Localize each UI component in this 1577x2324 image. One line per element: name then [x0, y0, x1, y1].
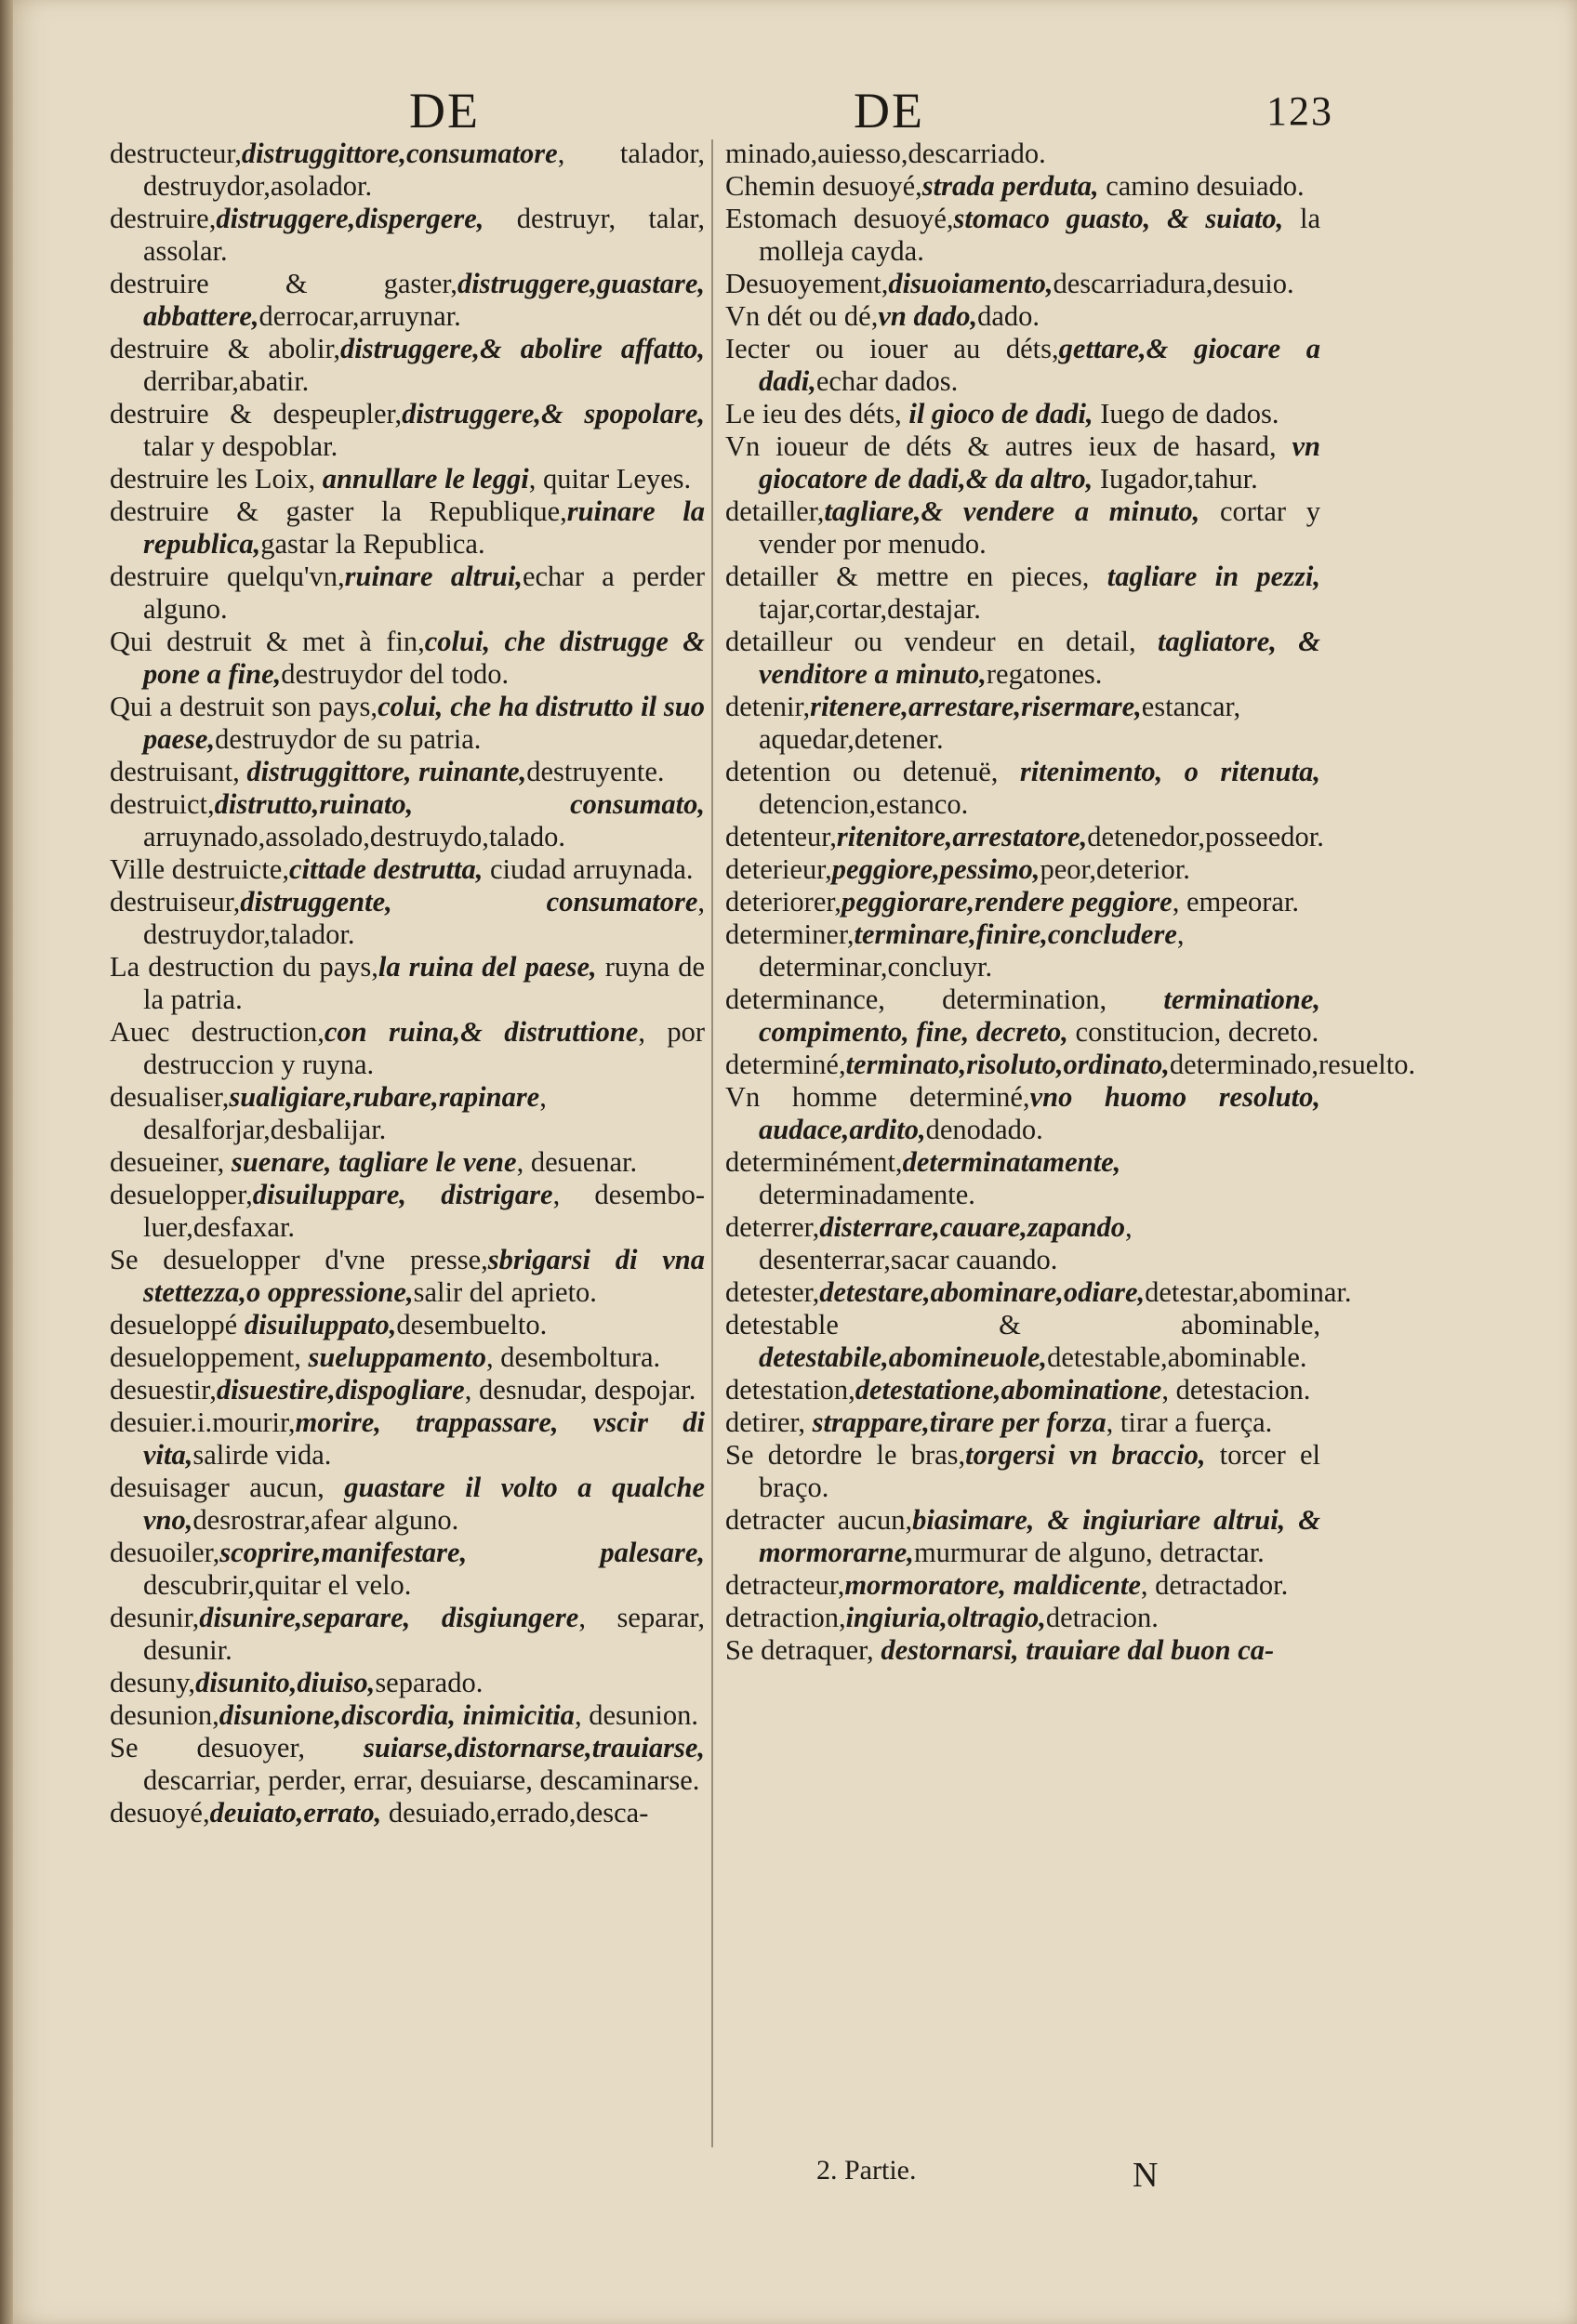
dictionary-entry [725, 1439, 1320, 1504]
italian-gloss: terminare,finire,concludere [854, 918, 1177, 950]
headword: detracter aucun, [725, 1504, 913, 1536]
spanish-gloss: , detractador. [1140, 1569, 1289, 1601]
headword: desuelopper, [110, 1179, 253, 1210]
italian-gloss: morire, trappassare, vscir di vita, [143, 1406, 705, 1471]
headword: desuisager aucun, [110, 1472, 345, 1503]
spanish-gloss: tajar,cortar,destajar. [759, 593, 981, 625]
spanish-gloss: regatones. [986, 658, 1103, 690]
dictionary-entry [725, 1276, 1352, 1309]
headword: destruire & despeupler, [110, 398, 403, 429]
headword: destruict, [110, 788, 215, 820]
dictionary-entry [725, 918, 1320, 984]
headword: desunion, [110, 1699, 219, 1731]
spanish-gloss: , destruydor,talador. [143, 886, 705, 950]
italian-gloss: ritenimento, o ritenuta, [1019, 756, 1320, 787]
spanish-gloss: determinado,resuelto. [1169, 1049, 1416, 1080]
italian-gloss: tagliatore, & venditore a minuto, [759, 626, 1321, 690]
spanish-gloss: salir del aprieto. [413, 1276, 597, 1308]
dictionary-entry [725, 1309, 1320, 1374]
headword: Se detraquer, [725, 1634, 881, 1666]
italian-gloss: detestare,abominare,odiare, [819, 1276, 1146, 1308]
spanish-gloss: desrostrar,afear alguno. [192, 1504, 459, 1536]
page-number: 123 [1266, 88, 1333, 134]
headword: detailler, [725, 495, 825, 527]
spanish-gloss: , detestacion. [1161, 1374, 1311, 1406]
headword: Estomach desuoyé, [725, 203, 954, 234]
headword: desunir, [110, 1602, 200, 1633]
spanish-gloss: , empeorar. [1172, 886, 1300, 918]
italian-gloss: destornarsi, trauiare dal buon ca- [881, 1634, 1275, 1666]
italian-gloss: distruggente, consumatore [240, 886, 698, 918]
dictionary-entry [725, 886, 1320, 918]
headword: Vn dét ou dé, [725, 300, 879, 332]
headword: detention ou detenuë, [725, 756, 1020, 787]
headword: Vn ioueur de déts & autres ieux de hasard, [725, 430, 1292, 462]
spanish-gloss: desembuelto. [396, 1309, 548, 1340]
spanish-gloss: detracion. [1045, 1602, 1159, 1633]
spanish-gloss: peor,deterior. [1040, 853, 1190, 885]
spanish-gloss: , por destruccion y ruyna. [143, 1016, 705, 1080]
italian-gloss: vn dado, [878, 300, 978, 332]
headword: desuoyé, [110, 1797, 210, 1829]
dictionary-entry [110, 853, 705, 886]
spanish-gloss: , determinar,concluyr. [759, 918, 1185, 983]
dictionary-entry [110, 1341, 705, 1374]
spanish-gloss: gastar la Republica. [260, 528, 485, 560]
italian-gloss: distrutto,ruinato, consumato, [214, 788, 705, 820]
spanish-gloss: talar y despoblar. [143, 430, 338, 462]
dictionary-entry [110, 1146, 705, 1179]
spanish-gloss: , desunion. [574, 1699, 698, 1731]
dictionary-entry [110, 138, 705, 203]
italian-gloss: disunito,diuiso, [195, 1667, 376, 1698]
spanish-gloss: destruyr, talar, assolar. [143, 203, 705, 267]
headword: deteriorer, [725, 886, 842, 918]
headword: destruire quelqu'vn, [110, 561, 345, 592]
italian-gloss: ritenitore,arrestatore, [836, 821, 1088, 852]
headword: desuoiler, [110, 1537, 220, 1568]
italian-gloss: distruggere,guastare, abbattere, [143, 268, 705, 332]
headword: detracteur, [725, 1569, 845, 1601]
dictionary-entry [725, 170, 1320, 203]
spanish-gloss: minado,auiesso,descarriado. [725, 138, 1046, 169]
headword: desualiser, [110, 1081, 230, 1113]
headword: detailleur ou vendeur en detail, [725, 626, 1158, 657]
dictionary-entry [110, 1472, 705, 1537]
headword: Iecter ou iouer au déts, [725, 333, 1059, 364]
italian-gloss: strada perduta, [921, 170, 1099, 202]
italian-gloss: distruggittore, ruinante, [246, 756, 527, 787]
dictionary-entry [110, 1406, 705, 1472]
dictionary-entry [725, 626, 1320, 691]
italian-gloss: suenare, tagliare le vene [231, 1146, 517, 1178]
italian-gloss: sueluppamento [308, 1341, 486, 1373]
headword: detestation, [725, 1374, 855, 1406]
spanish-gloss: , desnudar, despojar. [464, 1374, 696, 1406]
dictionary-entry [110, 788, 705, 853]
italian-gloss: disterrare,cauare,zapando [819, 1211, 1125, 1243]
headword: destruire & gaster, [110, 268, 457, 299]
italian-gloss: distruggere,& spopolare, [402, 398, 705, 429]
dictionary-entry [110, 1179, 705, 1244]
headword: desuny, [110, 1667, 196, 1698]
italian-gloss: disuiluppato, [244, 1309, 397, 1340]
dictionary-entry [725, 203, 1320, 268]
italian-gloss: ruinare altrui, [344, 561, 523, 592]
headword: detenteur, [725, 821, 837, 852]
spanish-gloss: detencion,estanco. [759, 788, 969, 820]
spanish-gloss: desuiado,errado,desca- [381, 1797, 649, 1829]
italian-gloss: terminatione, compimento, fine, decreto, [759, 984, 1320, 1048]
dictionary-entry [110, 398, 705, 463]
spanish-gloss: ruyna de la patria. [143, 951, 706, 1015]
dictionary-entry [725, 1374, 1320, 1406]
headword: destruiseur, [110, 886, 241, 918]
headword: desueiner, [110, 1146, 232, 1178]
dictionary-entry [725, 1634, 1320, 1667]
italian-gloss: distruggere,dispergere, [216, 203, 484, 234]
signature-mark: N [1133, 2156, 1159, 2195]
italian-gloss: disuiluppare, distrigare [252, 1179, 553, 1210]
dictionary-entry [110, 756, 705, 788]
dictionary-entry [725, 430, 1320, 495]
headword: detestable & abominable, [725, 1309, 1320, 1340]
dictionary-entry [110, 626, 705, 691]
spanish-gloss: detenedor,posseedor. [1087, 821, 1324, 852]
spanish-gloss: Iugador,tahur. [1093, 463, 1258, 495]
spanish-gloss: detestable,abominable. [1047, 1341, 1307, 1373]
spanish-gloss: destruydor del todo. [281, 658, 510, 690]
headword: desuestir, [110, 1374, 217, 1406]
headword: destruisant, [110, 756, 247, 787]
italian-gloss: strappare,tirare per forza [812, 1406, 1107, 1438]
spanish-gloss: denodado. [925, 1114, 1043, 1145]
dictionary-entry [725, 1504, 1320, 1569]
dictionary-entry [110, 1309, 705, 1341]
italian-gloss: ingiuria,oltragio, [845, 1602, 1046, 1633]
dictionary-entry [725, 1146, 1320, 1211]
dictionary-entry [110, 691, 705, 756]
spanish-gloss: camino desuiado. [1098, 170, 1305, 202]
italian-gloss: mormoratore, maldicente [844, 1569, 1141, 1601]
italian-gloss: sbrigarsi di vna stettezza,o oppressione, [143, 1244, 705, 1308]
spanish-gloss: , separar, desunir. [143, 1602, 705, 1666]
italian-gloss: peggiore,pessimo, [831, 853, 1040, 885]
spanish-gloss: echar a perder alguno. [143, 561, 705, 625]
italian-gloss: suiarse,distornarse,trauiarse, [364, 1732, 705, 1763]
dictionary-entry [110, 463, 705, 495]
spanish-gloss: echar dados. [815, 365, 959, 397]
spanish-gloss: , desalforjar,desbalijar. [143, 1081, 547, 1145]
dictionary-entry [110, 203, 705, 268]
spanish-gloss: murmurar de alguno, detractar. [913, 1537, 1265, 1568]
dictionary-entry [725, 268, 1320, 300]
dictionary-entry [110, 1374, 705, 1406]
italian-gloss: il gioco de dadi, [908, 398, 1093, 429]
dictionary-entry [110, 1797, 705, 1829]
spanish-gloss: salirde vida. [192, 1439, 332, 1471]
headword: determinément, [725, 1146, 903, 1178]
italian-gloss: vno huomo resoluto, audace,ardito, [759, 1081, 1320, 1145]
italian-gloss: disuoiamento, [888, 268, 1054, 299]
italian-gloss: peggiorare,rendere peggiore [841, 886, 1173, 918]
dictionary-entry [725, 495, 1320, 561]
italian-gloss: colui, che distrugge & pone a fine, [143, 626, 705, 690]
headword: La destruction du pays, [110, 951, 378, 983]
headword: determiné, [725, 1049, 846, 1080]
dictionary-entry [110, 333, 705, 398]
italian-gloss: scoprire,manifestare, palesare, [219, 1537, 705, 1568]
dictionary-entry [725, 398, 1320, 430]
spanish-gloss: torcer el braço. [759, 1439, 1320, 1503]
dictionary-entry [725, 984, 1320, 1049]
italian-gloss: tagliare,& vendere a minuto, [824, 495, 1200, 527]
headword: destruire & abolir, [110, 333, 341, 364]
headword: Desuoyement, [725, 268, 889, 299]
italian-gloss: determinatamente, [902, 1146, 1121, 1178]
headword: Chemin desuoyé, [725, 170, 922, 202]
dictionary-entry [110, 1699, 705, 1732]
spanish-gloss: descubrir,quitar el velo. [143, 1569, 412, 1601]
headword: destruire & gaster la Republique, [110, 495, 567, 527]
dictionary-entry [110, 1667, 705, 1699]
spanish-gloss: , desemboltura. [485, 1341, 661, 1373]
headword: destruire, [110, 203, 217, 234]
headword: Vn homme determiné, [725, 1081, 1030, 1113]
spanish-gloss: determinadamente. [759, 1179, 975, 1210]
italian-gloss: con ruina,& distruttione [324, 1016, 639, 1048]
italian-gloss: vn giocatore de dadi,& da altro, [759, 430, 1320, 495]
spanish-gloss: , talador, destruydor,asolador. [143, 138, 705, 202]
dictionary-entry [110, 1602, 705, 1667]
spanish-gloss: arruynado,assolado,destruydo,talado. [143, 821, 565, 852]
dictionary-entry [110, 495, 705, 561]
italian-gloss: biasimare, & ingiuriare altrui, & mormorarne, [759, 1504, 1320, 1568]
italian-gloss: cittade destrutta, [288, 853, 484, 885]
spanish-gloss: descarriar, perder, errar, desuiarse, descaminarse. [143, 1764, 700, 1796]
dictionary-entry [110, 1732, 705, 1797]
italian-gloss: guastare il volto a qualche vno, [143, 1472, 705, 1536]
headword: desueloppement, [110, 1341, 309, 1373]
left-column [110, 138, 705, 1829]
headword: Se desuelopper d'vne presse, [110, 1244, 488, 1275]
dictionary-entry [725, 1211, 1320, 1276]
spanish-gloss: destruyente. [526, 756, 665, 787]
dictionary-entry [110, 951, 705, 1016]
dictionary-entry [725, 821, 1324, 853]
spanish-gloss: ciudad arruynada. [483, 853, 694, 885]
italian-gloss: ritenere,arrestare,risermare, [810, 691, 1142, 722]
spanish-gloss: cortar y vender por menudo. [759, 495, 1320, 560]
right-column [725, 138, 1416, 1667]
dictionary-entry [725, 1602, 1320, 1634]
dictionary-entry [725, 1569, 1320, 1602]
spanish-gloss: destruydor de su patria. [215, 723, 482, 755]
italian-gloss: stomaco guasto, & suiato, [953, 203, 1284, 234]
dictionary-entry [110, 268, 705, 333]
dictionary-entry [725, 1081, 1320, 1146]
dictionary-entry [110, 1081, 705, 1146]
italian-gloss: sualigiare,rubare,rapinare [229, 1081, 540, 1113]
dictionary-entry [725, 756, 1320, 821]
italian-gloss: detestabile,abomineuole, [759, 1341, 1048, 1373]
headword: Se detordre le bras, [725, 1439, 966, 1471]
dictionary-entry [725, 853, 1320, 886]
headword: Le ieu des déts, [725, 398, 909, 429]
headword: detenir, [725, 691, 811, 722]
italian-gloss: gettare,& giocare a dadi, [759, 333, 1320, 397]
dictionary-entry [725, 1406, 1320, 1439]
italian-gloss: annullare le leggi [322, 463, 529, 495]
dictionary-entry [725, 691, 1320, 756]
headword: desuier.i.mourir, [110, 1406, 296, 1438]
headword: detirer, [725, 1406, 813, 1438]
dictionary-entry [725, 561, 1320, 626]
dictionary-entry [110, 1537, 705, 1602]
headword: destruire les Loix, [110, 463, 323, 495]
dictionary-entry [725, 1049, 1416, 1081]
italian-gloss: ruinare la republica, [143, 495, 705, 560]
headword: Ville destruicte, [110, 853, 289, 885]
column-rule [711, 139, 713, 2147]
italian-gloss: colui, che ha distrutto il suo paese, [143, 691, 705, 755]
spanish-gloss: constitucion, decreto. [1067, 1016, 1319, 1048]
dictionary-entry [725, 300, 1320, 333]
page-spine [0, 0, 13, 2324]
part-footer: 2. Partie. [816, 2155, 917, 2185]
left-running-head: DE [409, 83, 480, 139]
spanish-gloss: Iuego de dados. [1093, 398, 1279, 429]
italian-gloss: distruggere,& abolire affatto, [340, 333, 705, 364]
dictionary-entry [110, 886, 705, 951]
italian-gloss: disunire,separare, disgiungere [199, 1602, 579, 1633]
spanish-gloss: la molleja cayda. [759, 203, 1321, 267]
headword: determiner, [725, 918, 855, 950]
dictionary-entry [725, 333, 1320, 398]
italian-gloss: disuestire,dispogliare [216, 1374, 465, 1406]
italian-gloss: terminato,risoluto,ordinato, [845, 1049, 1170, 1080]
dictionary-entry [110, 1244, 705, 1309]
spanish-gloss: derrocar,arruynar. [258, 300, 461, 332]
spanish-gloss: descarriadura,desuio. [1053, 268, 1294, 299]
spanish-gloss: dado. [977, 300, 1040, 332]
headword: determinance, determination, [725, 984, 1164, 1015]
spanish-gloss: separado. [375, 1667, 484, 1698]
headword: destructeur, [110, 138, 242, 169]
headword: Qui a destruit son pays, [110, 691, 378, 722]
headword: deterrer, [725, 1211, 820, 1243]
headword: desueloppé [110, 1309, 245, 1340]
spanish-gloss: estancar, aquedar,detener. [759, 691, 1241, 755]
spanish-gloss: derribar,abatir. [143, 365, 310, 397]
italian-gloss: la ruina del paese, [378, 951, 597, 983]
headword: deterieur, [725, 853, 832, 885]
italian-gloss: torgersi vn braccio, [965, 1439, 1206, 1471]
right-running-head: DE [854, 83, 924, 139]
headword: Auec destruction, [110, 1016, 325, 1048]
spanish-gloss: , desuenar. [516, 1146, 638, 1178]
italian-gloss: deuiato,errato, [209, 1797, 382, 1829]
headword: detailler & mettre en pieces, [725, 561, 1107, 592]
headword: Se desuoyer, [110, 1732, 364, 1763]
spanish-gloss: , desenterrar,sacar cauando. [759, 1211, 1133, 1275]
spanish-gloss: , desembo-luer,desfaxar. [143, 1179, 705, 1243]
spanish-gloss: detestar,abominar. [1145, 1276, 1352, 1308]
italian-gloss: distruggittore,consumatore [241, 138, 558, 169]
headword: Qui destruit & met à fin, [110, 626, 425, 657]
spanish-gloss: , tirar a fuerça. [1106, 1406, 1273, 1438]
italian-gloss: tagliare in pezzi, [1107, 561, 1320, 592]
dictionary-entry [110, 561, 705, 626]
italian-gloss: detestatione,abominatione [855, 1374, 1162, 1406]
italian-gloss: disunione,discordia, inimicitia [219, 1699, 575, 1731]
headword: detester, [725, 1276, 820, 1308]
dictionary-entry [110, 1016, 705, 1081]
headword: detraction, [725, 1602, 846, 1633]
spanish-gloss: , quitar Leyes. [528, 463, 692, 495]
dictionary-entry [725, 138, 1320, 170]
